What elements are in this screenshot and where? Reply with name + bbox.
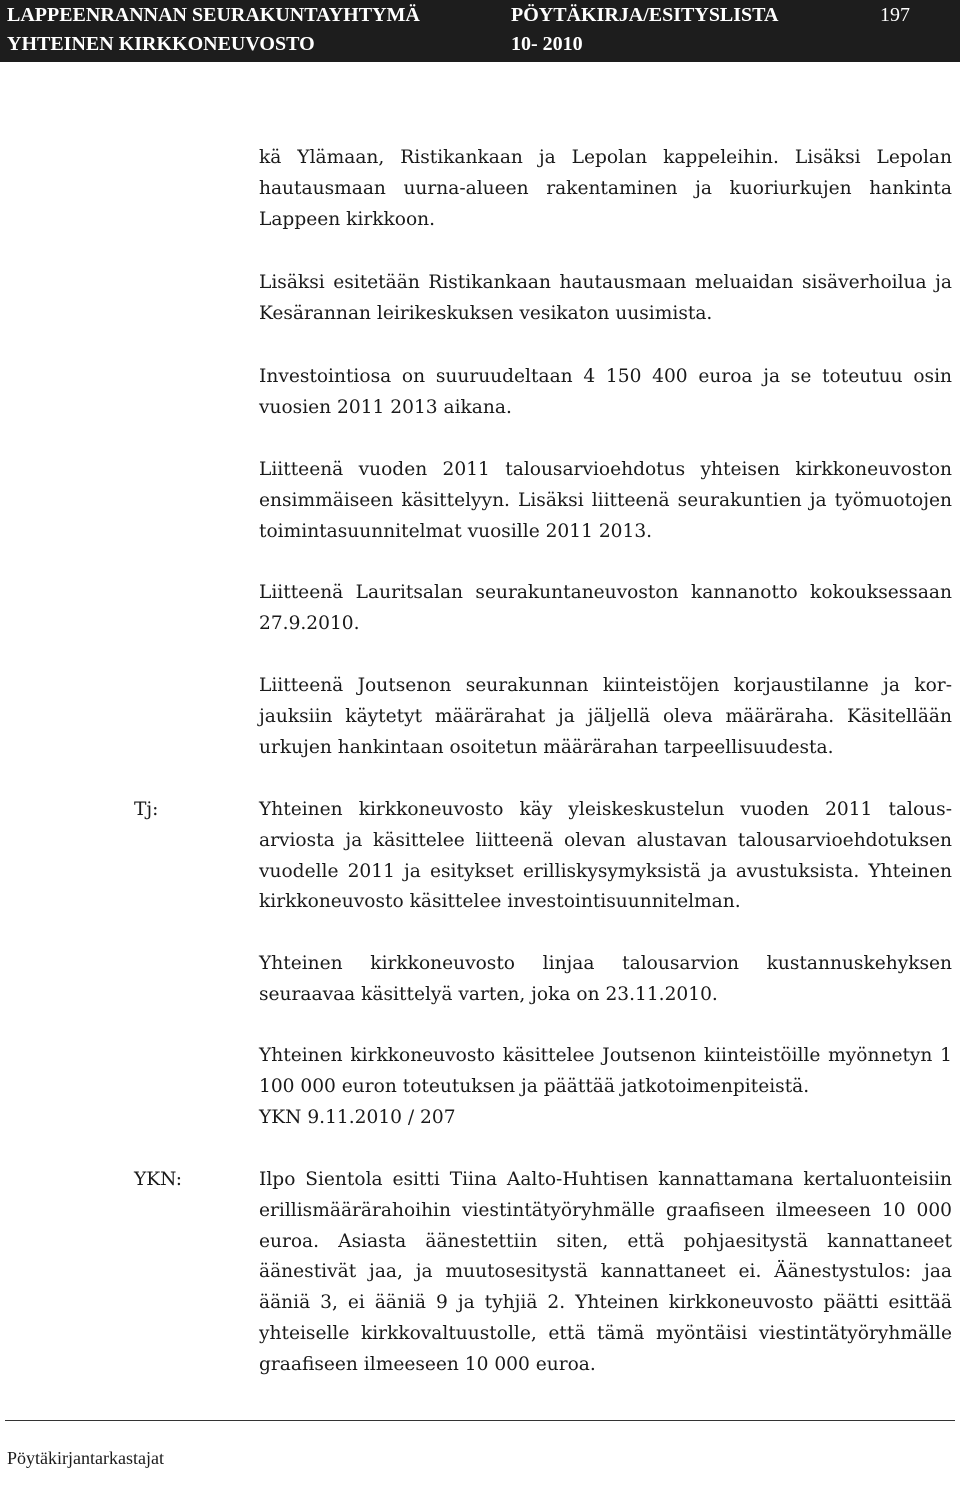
meeting-reference: YKN 9.11.2010 / 207 bbox=[259, 1106, 456, 1128]
body-paragraph: Liitteenä Lauritsalan seurakuntaneuvoston kannanotto kokouksessaan 27.9.2010. bbox=[259, 582, 952, 634]
body-paragraph: Liitteenä Joutsenon seurakunnan kiinteistöjen korjaustilanne ja korjauksiin käytetyt määrärahat ja jäljellä oleva määräraha. Käsitellään urkujen hankintaan osoitetun määrärahan tarpeellisuudesta. bbox=[259, 675, 952, 758]
footer-signatories-label: Pöytäkirjantarkastajat bbox=[7, 1448, 164, 1468]
document-type: PÖYTÄKIRJA/ESITYSLISTA bbox=[511, 4, 779, 26]
governing-body-name: YHTEINEN KIRKKONEUVOSTO bbox=[7, 33, 315, 55]
body-paragraph: Investointiosa on suuruudeltaan 4 150 400 euroa ja se toteutuu osin vuosien 2011 2013 aikana. bbox=[259, 366, 952, 418]
organization-name: LAPPEENRANNAN SEURAKUNTAYHTYMÄ bbox=[7, 4, 420, 26]
footer-divider bbox=[5, 1420, 955, 1421]
proposal-paragraph: Yhteinen kirkkoneuvosto käy yleiskeskustelun vuoden 2011 talousarviosta ja käsittelee liitteenä olevan alustavan talousarvioehdotuksen vuodelle 2011 ja esitykset erilliskysymyksistä ja avustuksista. Yhteinen kirkkoneuvosto käsittelee investointisuunnitelman. bbox=[259, 799, 952, 913]
session-number: 10- 2010 bbox=[511, 33, 583, 55]
decision-label: YKN: bbox=[134, 1169, 183, 1190]
body-paragraph: kä Ylämaan, Ristikankaan ja Lepolan kappeleihin. Lisäksi Lepolan hautausmaan uurna-alueen rakentaminen ja kuoriurkujen hankinta Lappeen kirkkoon. bbox=[259, 147, 952, 230]
proposal-label: Tj: bbox=[134, 799, 159, 820]
body-paragraph: Liitteenä vuoden 2011 talousarvioehdotus yhteisen kirkkoneuvoston ensimmäiseen käsittelyyn. Lisäksi liitteenä seurakuntien ja työmuotojen toimintasuunnitelmat vuosille 2011 2013. bbox=[259, 459, 952, 542]
proposal-paragraph: Yhteinen kirkkoneuvosto linjaa talousarvion kustannuskehyksen seuraavaa käsittelyä varten, joka on 23.11.2010. bbox=[259, 953, 952, 1005]
page-number: 197 bbox=[880, 4, 910, 26]
page-header bbox=[0, 0, 960, 62]
proposal-paragraph: Yhteinen kirkkoneuvosto käsittelee Joutsenon kiinteistöille myönnetyn 1 100 000 euron toteutuksen ja päättää jatkotoimenpiteistä. bbox=[259, 1045, 952, 1097]
proposal-paragraph-block bbox=[259, 1041, 952, 1133]
decision-paragraph: Ilpo Sientola esitti Tiina Aalto-Huhtisen kannattamana kertaluonteisiin erillismäärärahoihin viestintätyöryhmälle graafiseen ilmeeseen 10 000 euroa. Asiasta äänestettiin siten, että pohjaesitystä kannattaneet äänestivät jaa, ja muutosesitystä kannattaneet ei. Äänestystulos: jaa ääniä 3, ei ääniä 9 ja tyhjiä 2. Yhteinen kirkkoneuvosto päätti esittää yhteiselle kirkkovaltuustolle, että tämä myöntäisi viestintätyöryhmälle graafiseen ilmeeseen 10 000 euroa. bbox=[259, 1169, 952, 1375]
body-paragraph: Lisäksi esitetään Ristikankaan hautausmaan meluaidan sisäverhoilua ja Kesärannan leirikeskuksen vesikaton uusimista. bbox=[259, 272, 952, 324]
